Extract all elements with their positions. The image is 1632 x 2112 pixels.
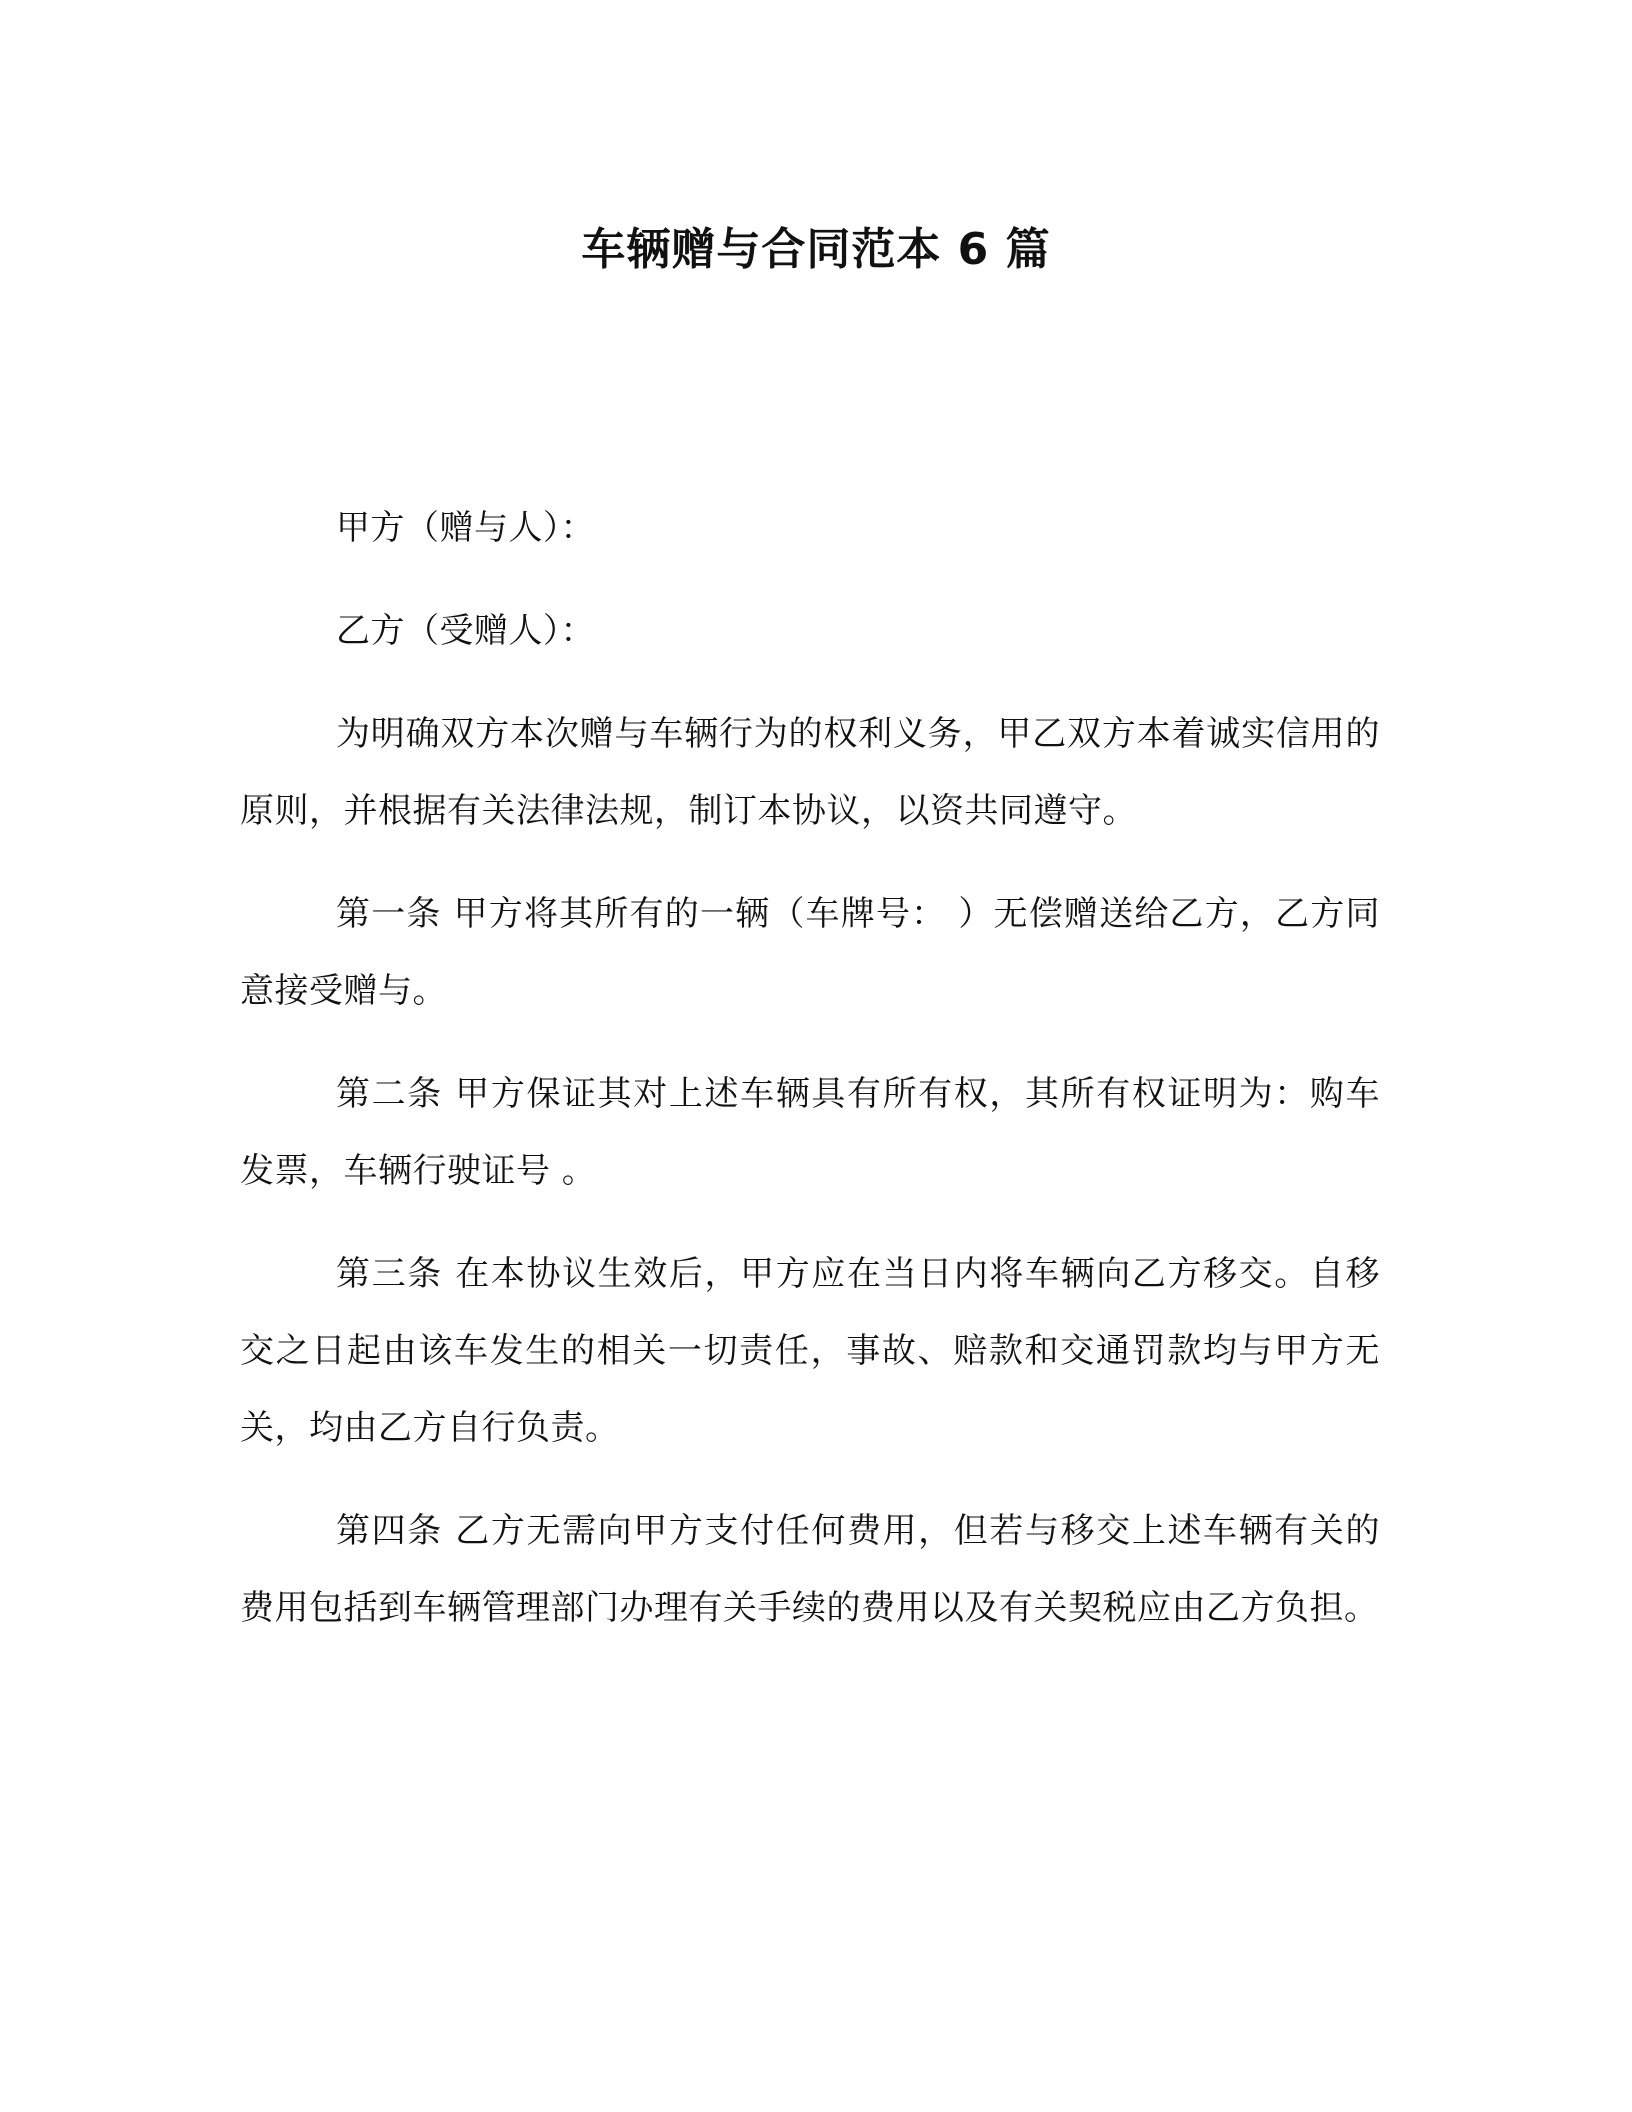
preamble-paragraph: 为明确双方本次赠与车辆行为的权利义务，甲乙双方本着诚实信用的原则，并根据有关法律法规，制订本协议，以资共同遵守。 bbox=[240, 714, 1380, 831]
article-1-paragraph: 第一条 甲方将其所有的一辆（车牌号： ）无偿赠送给乙方，乙方同意接受赠与。 bbox=[240, 894, 1380, 1011]
document-title: 车辆赠与合同范本 6 篇 bbox=[581, 224, 1051, 275]
article-3-paragraph: 第三条 在本协议生效后，甲方应在当日内将车辆向乙方移交。自移交之日起由该车发生的相关一切责任，事故、赔款和交通罚款均与甲方无关，均由乙方自行负责。 bbox=[240, 1254, 1380, 1448]
document-body bbox=[240, 490, 1380, 1673]
article-4-paragraph: 第四条 乙方无需向甲方支付任何费用，但若与移交上述车辆有关的费用包括到车辆管理部门办理有关手续的费用以及有关契税应由乙方负担。 bbox=[240, 1511, 1380, 1628]
party-b-line: 乙方（受赠人）： bbox=[336, 611, 595, 651]
party-a-line: 甲方（赠与人）： bbox=[336, 508, 595, 548]
article-2-paragraph: 第二条 甲方保证其对上述车辆具有所有权，其所有权证明为：购车发票，车辆行驶证号 。 bbox=[240, 1074, 1380, 1191]
